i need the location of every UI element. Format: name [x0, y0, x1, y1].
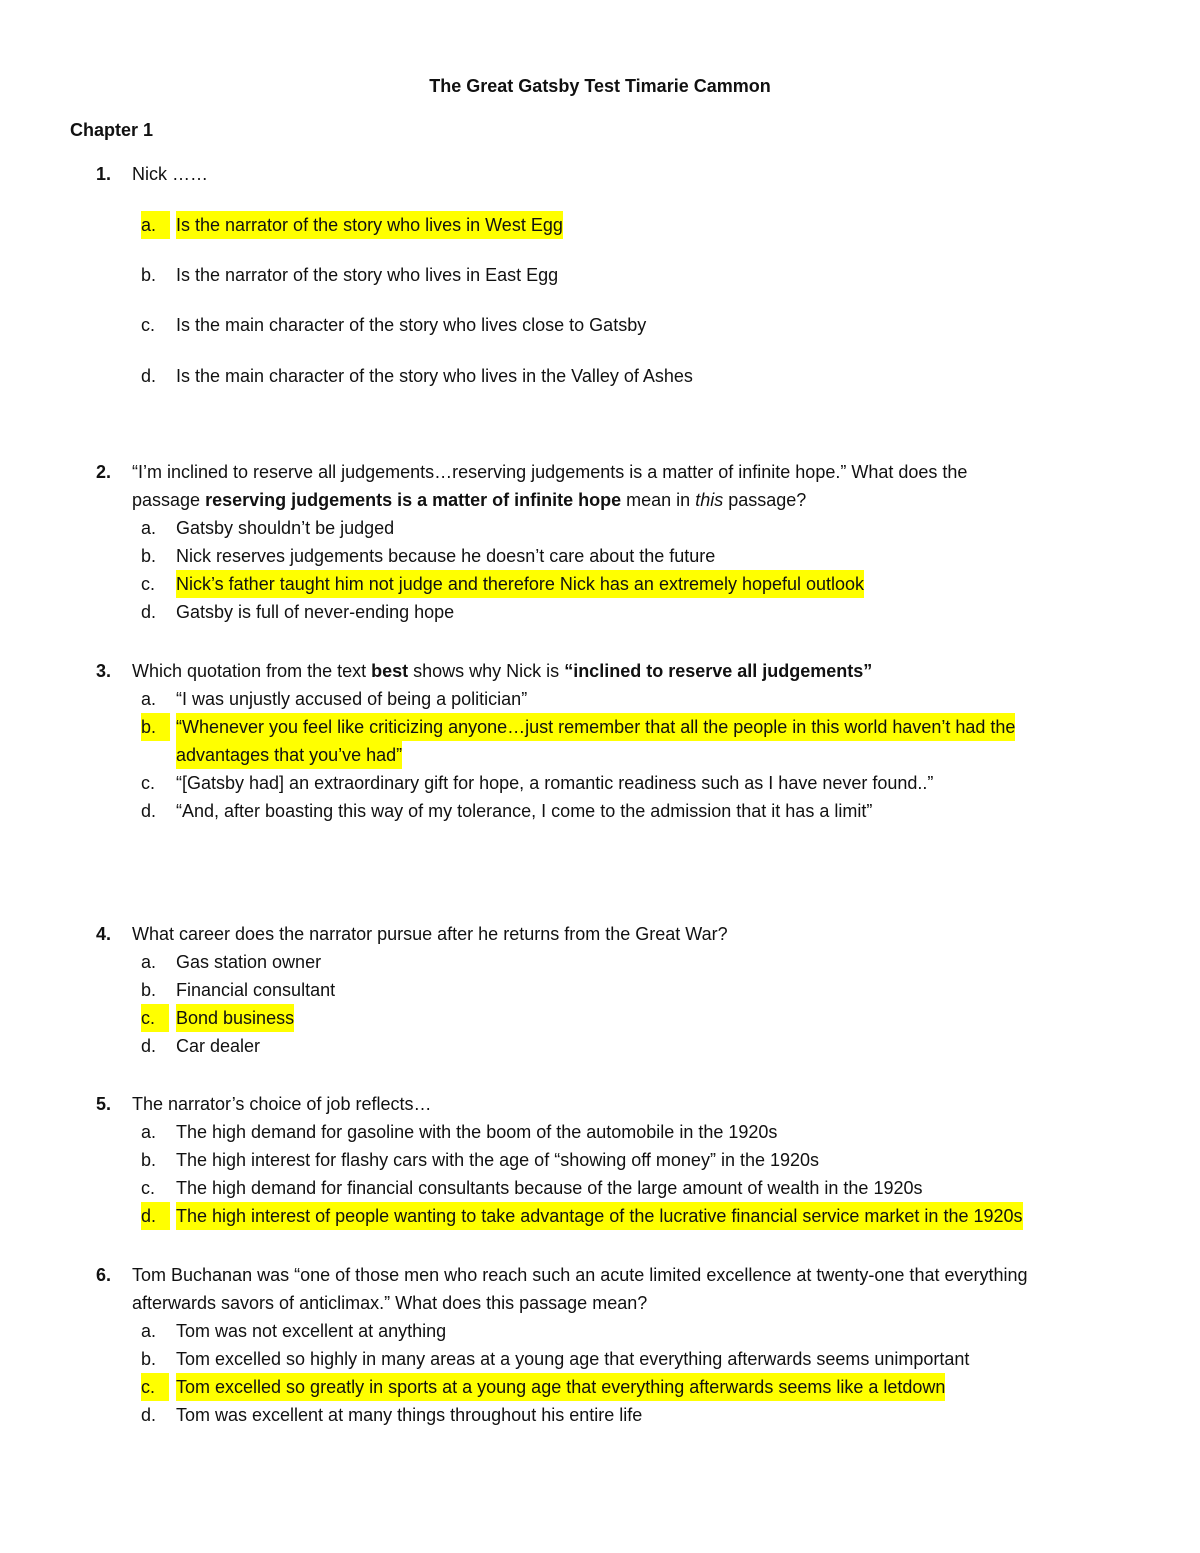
option-letter: b. [141, 546, 157, 566]
option-letter: b. [141, 1150, 157, 1170]
question-text: “I’m inclined to reserve all judgements…reserving judgements is a matter of infinite hope.” What does the [132, 462, 968, 482]
emphasis: best [371, 661, 409, 681]
option-text: Gatsby shouldn’t be judged [176, 518, 395, 538]
option-3c [0, 769, 1200, 797]
emphasis: “inclined to reserve all judgements” [564, 661, 873, 681]
option-letter: a. [141, 211, 170, 239]
option-text: Gatsby is full of never-ending hope [176, 602, 455, 622]
option-4d [0, 1032, 1200, 1060]
option-text: Tom was excellent at many things throughout his entire life [176, 1405, 643, 1425]
question-5 [0, 1090, 1200, 1230]
page-title: The Great Gatsby Test Timarie Cammon [429, 76, 771, 96]
option-text: “I was unjustly accused of being a politician” [176, 689, 528, 709]
option-2a [0, 514, 1200, 542]
option-letter: c. [141, 1373, 169, 1401]
option-text: Is the narrator of the story who lives in East Egg [176, 265, 559, 285]
option-4c [0, 1004, 1200, 1032]
option-text: Nick’s father taught him not judge and therefore Nick has an extremely hopeful outlook [176, 570, 864, 598]
chapter-heading: Chapter 1 [70, 120, 154, 140]
option-text: “[Gatsby had] an extraordinary gift for hope, a romantic readiness such as I have never found..” [176, 773, 934, 793]
option-3b [0, 713, 1200, 741]
option-5b [0, 1146, 1200, 1174]
option-letter: d. [141, 602, 157, 622]
option-text: Tom excelled so greatly in sports at a young age that everything afterwards seems like a letdown [176, 1373, 945, 1401]
question-text: Nick …… [132, 164, 208, 184]
option-5d [0, 1202, 1200, 1230]
option-letter: c. [141, 1004, 169, 1032]
option-letter: b. [141, 713, 170, 741]
option-letter: a. [141, 1122, 157, 1142]
question-2 [0, 458, 1200, 626]
question-number: 4. [96, 924, 112, 944]
option-letter: a. [141, 1321, 157, 1341]
option-letter: b. [141, 980, 157, 1000]
question-number: 5. [96, 1094, 112, 1114]
option-text: Financial consultant [176, 980, 336, 1000]
question-number: 1. [96, 164, 112, 184]
option-2c [0, 570, 1200, 598]
option-1c [0, 311, 1200, 339]
option-letter: c. [141, 1178, 156, 1198]
question-4 [0, 920, 1200, 1060]
option-text: Gas station owner [176, 952, 322, 972]
question-text: Tom Buchanan was “one of those men who reach such an acute limited excellence at twenty-one that everything [132, 1265, 1028, 1285]
option-text: Is the main character of the story who lives in the Valley of Ashes [176, 366, 693, 386]
option-letter: c. [141, 773, 156, 793]
question-3 [0, 657, 1200, 825]
option-letter: b. [141, 1349, 157, 1369]
option-2b [0, 542, 1200, 570]
option-5c [0, 1174, 1200, 1202]
question-text: Which quotation from the text best shows why Nick is “inclined to reserve all judgements” [132, 661, 873, 681]
option-text: The high demand for gasoline with the boom of the automobile in the 1920s [176, 1122, 778, 1142]
option-6a [0, 1317, 1200, 1345]
option-text: The high interest of people wanting to take advantage of the lucrative financial service market in the 1920s [176, 1202, 1023, 1230]
question-1 [0, 160, 1200, 390]
option-text: Bond business [176, 1004, 294, 1032]
option-1a [0, 211, 1200, 239]
option-6d [0, 1401, 1200, 1429]
option-letter: d. [141, 366, 157, 386]
question-text-continued: passage reserving judgements is a matter of infinite hope mean in this passage? [132, 490, 807, 510]
option-text: The high demand for financial consultants because of the large amount of wealth in the 1920s [176, 1178, 923, 1198]
option-letter: b. [141, 265, 157, 285]
option-6c [0, 1373, 1200, 1401]
option-1b [0, 261, 1200, 289]
option-4a [0, 948, 1200, 976]
option-text: Nick reserves judgements because he doesn’t care about the future [176, 546, 716, 566]
option-3a [0, 685, 1200, 713]
option-1d [0, 362, 1200, 390]
option-text: Tom was not excellent at anything [176, 1321, 447, 1341]
option-letter: d. [141, 1202, 170, 1230]
question-number: 6. [96, 1265, 112, 1285]
option-3d [0, 797, 1200, 825]
option-text: “Whenever you feel like criticizing anyone…just remember that all the people in this world haven’t had the [176, 713, 1015, 741]
option-3b-continued [0, 741, 1200, 769]
option-letter: d. [141, 1405, 157, 1425]
option-text: Is the narrator of the story who lives in West Egg [176, 211, 563, 239]
option-2d [0, 598, 1200, 626]
option-letter: d. [141, 1036, 157, 1056]
option-5a [0, 1118, 1200, 1146]
option-4b [0, 976, 1200, 1004]
question-text: The narrator’s choice of job reflects… [132, 1094, 432, 1114]
question-number: 3. [96, 661, 112, 681]
option-text: advantages that you’ve had” [176, 741, 402, 769]
option-6b [0, 1345, 1200, 1373]
option-letter: d. [141, 801, 157, 821]
question-text-continued: afterwards savors of anticlimax.” What does this passage mean? [132, 1293, 648, 1313]
option-text: The high interest for flashy cars with the age of “showing off money” in the 1920s [176, 1150, 820, 1170]
option-letter: c. [141, 315, 156, 335]
option-letter: a. [141, 952, 157, 972]
question-6 [0, 1261, 1200, 1429]
emphasis: this [695, 490, 724, 510]
option-letter: a. [141, 689, 157, 709]
option-letter: a. [141, 518, 157, 538]
emphasis: reserving judgements is a matter of infinite hope [205, 490, 622, 510]
option-text: Tom excelled so highly in many areas at a young age that everything afterwards seems unimportant [176, 1349, 970, 1369]
option-text: Car dealer [176, 1036, 261, 1056]
question-text: What career does the narrator pursue after he returns from the Great War? [132, 924, 728, 944]
question-number: 2. [96, 462, 112, 482]
option-letter: c. [141, 574, 156, 594]
option-text: Is the main character of the story who lives close to Gatsby [176, 315, 647, 335]
option-text: “And, after boasting this way of my tolerance, I come to the admission that it has a limit” [176, 801, 873, 821]
